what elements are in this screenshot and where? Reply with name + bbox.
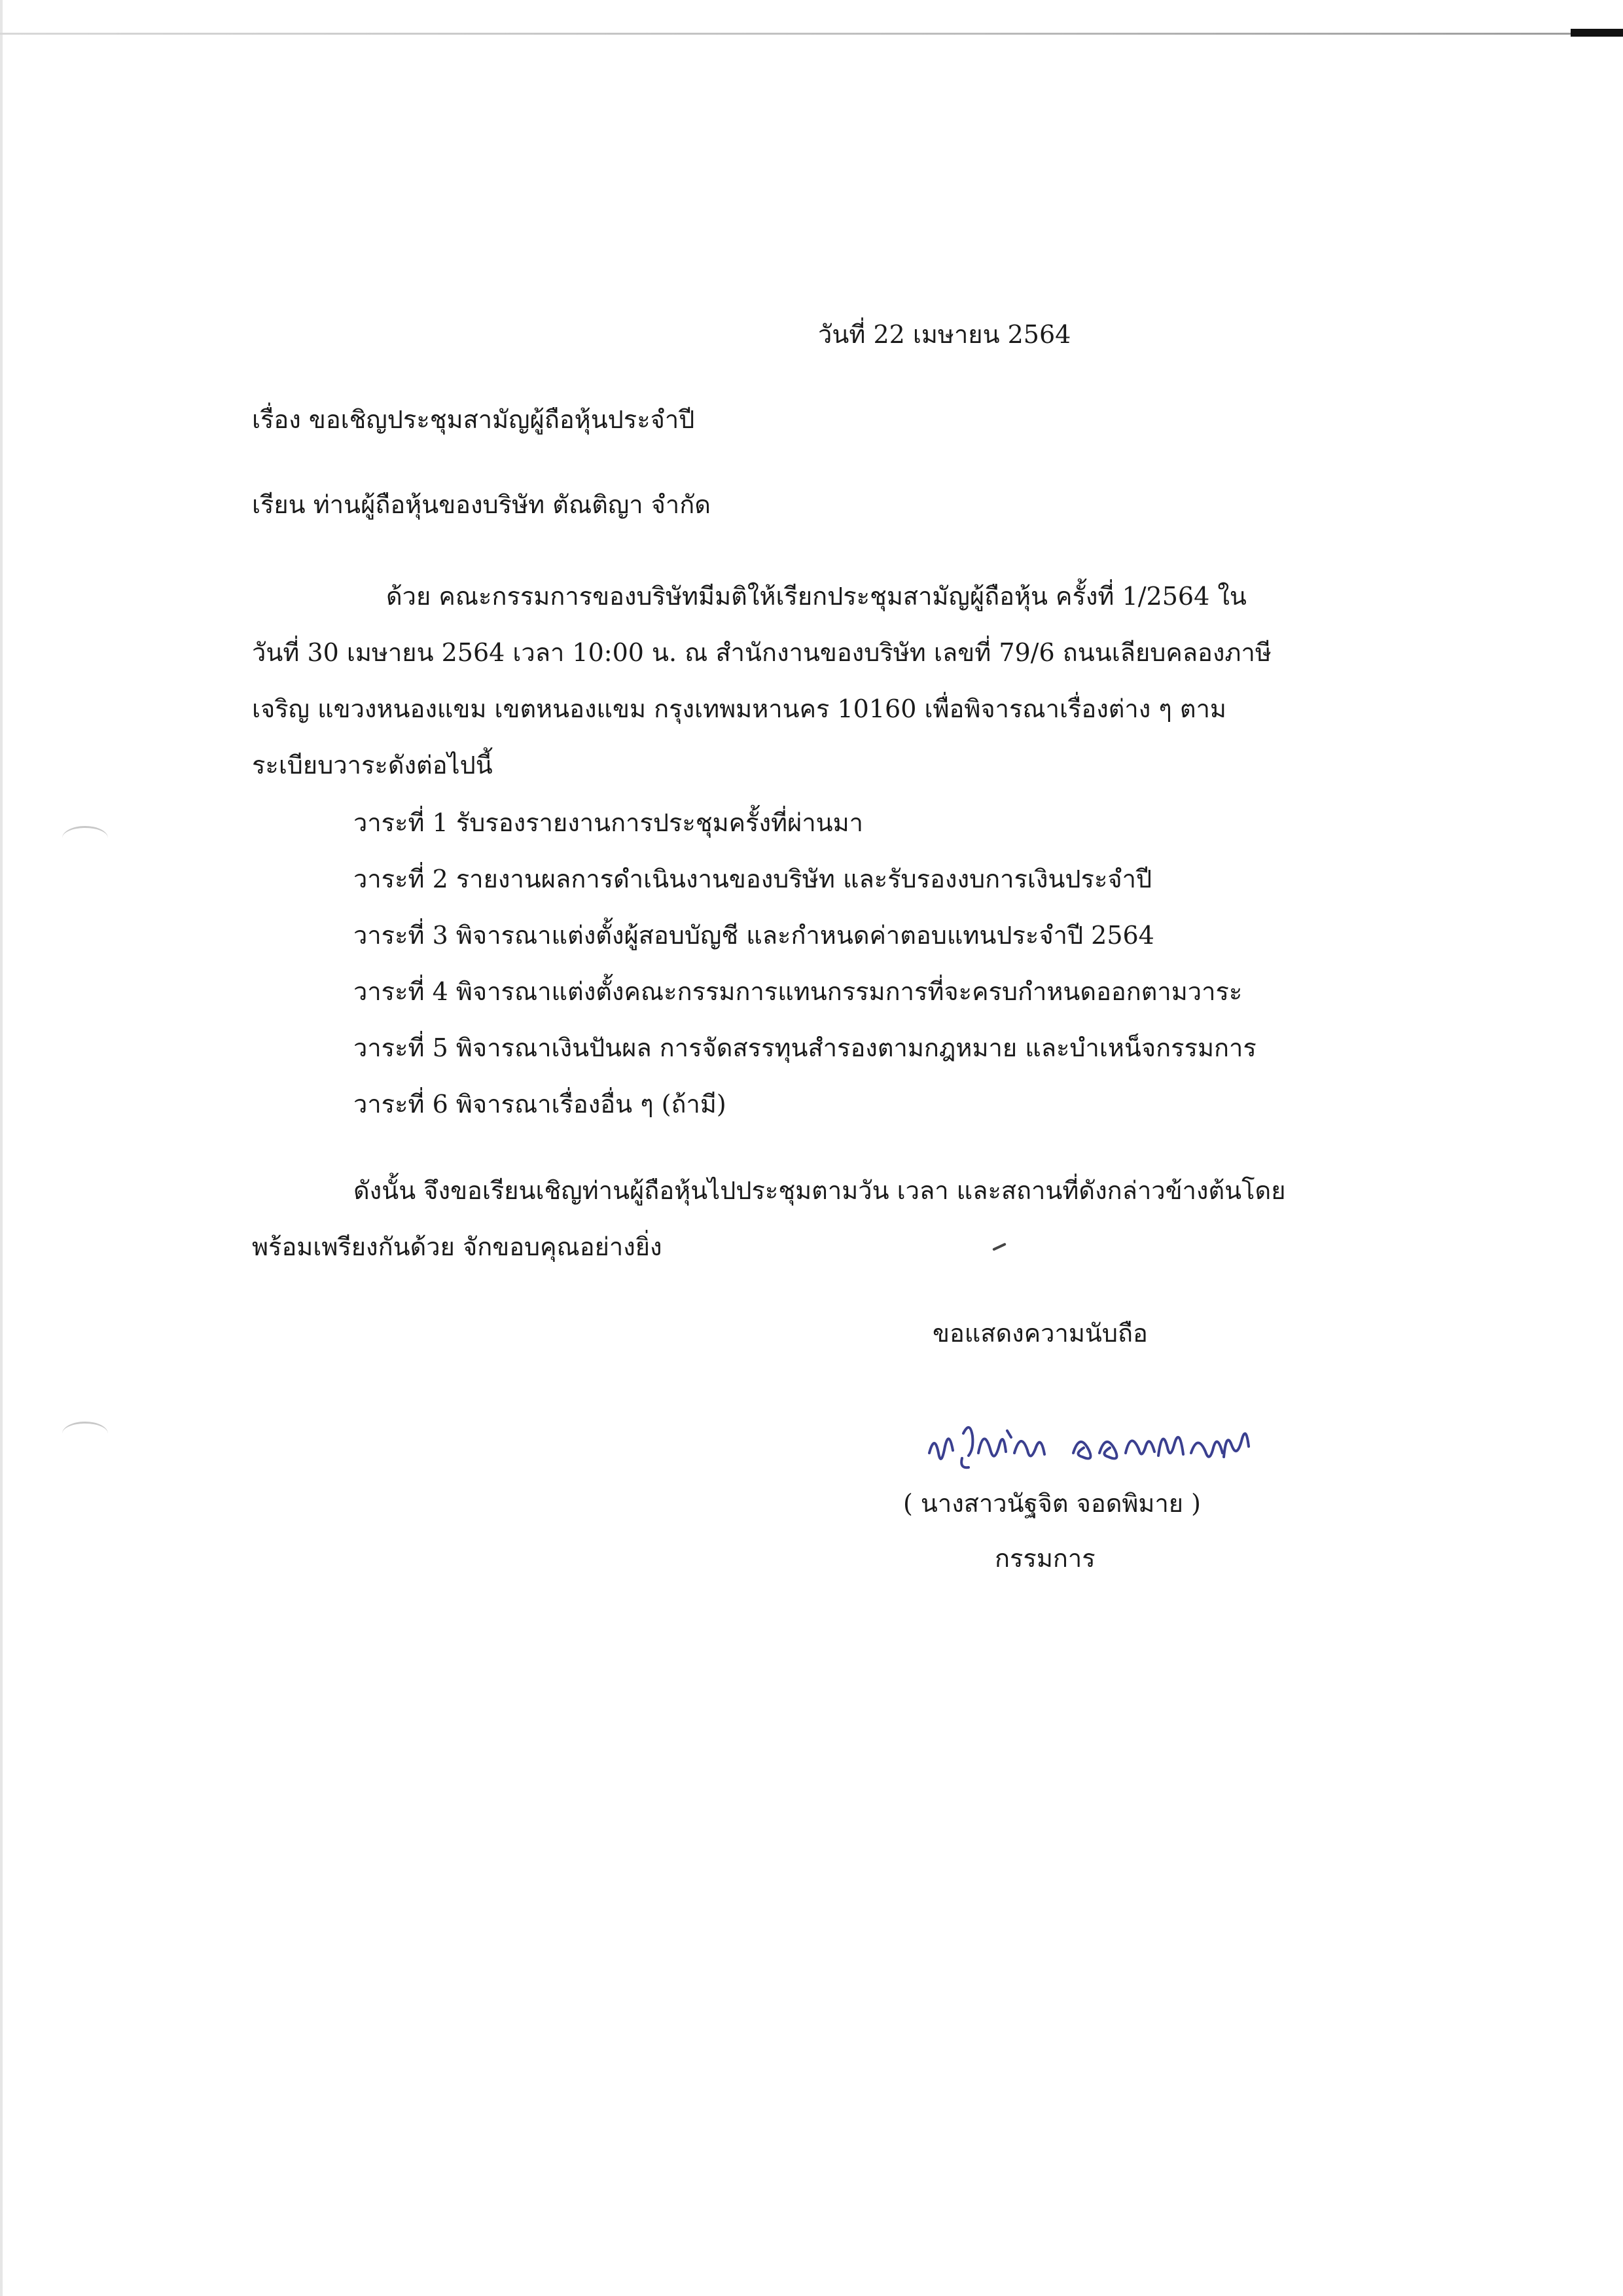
agenda-item: วาระที่ 2 รายงานผลการดำเนินงานของบริษัท และรับรองงบการเงินประจำปี [353,865,1152,893]
punch-hole-mark [62,1422,108,1446]
punch-hole-mark [62,826,108,850]
closing-line: ดังนั้น จึงขอเรียนเชิญท่านผู้ถือหุ้นไปประชุมตามวัน เวลา และสถานที่ดังกล่าวข้างต้นโดย [353,1176,1286,1205]
handwritten-signature [916,1407,1309,1486]
intro-line: วันที่ 30 เมษายน 2564 เวลา 10:00 น. ณ สำนักงานของบริษัท เลขที่ 79/6 ถนนเลียบคลองภาษี [252,638,1272,667]
regards: ขอแสดงความนับถือ [933,1319,1148,1348]
closing-line: พร้อมเพรียงกันด้วย จักขอบคุณอย่างยิ่ง [252,1232,662,1261]
letter-subject: เรื่อง ขอเชิญประชุมสามัญผู้ถือหุ้นประจำปี [252,405,695,434]
intro-line: ด้วย คณะกรรมการของบริษัทมีมติให้เรียกประชุมสามัญผู้ถือหุ้น ครั้งที่ 1/2564 ใน [386,582,1247,611]
signatory-title: กรรมการ [995,1544,1096,1573]
signatory-name: ( นางสาวนัฐจิต จอดพิมาย ) [903,1489,1201,1518]
intro-line: ระเบียบวาระดังต่อไปนี้ [252,751,493,780]
agenda-item: วาระที่ 3 พิจารณาแต่งตั้งผู้สอบบัญชี และกำหนดค่าตอบแทนประจำปี 2564 [353,921,1154,950]
scan-top-line [0,33,1623,35]
agenda-item: วาระที่ 1 รับรองรายงานการประชุมครั้งที่ผ่านมา [353,808,864,837]
scan-corner-mark [1571,29,1623,37]
agenda-item: วาระที่ 6 พิจารณาเรื่องอื่น ๆ (ถ้ามี) [353,1090,726,1119]
intro-line: เจริญ แขวงหนองแขม เขตหนองแขม กรุงเทพมหานคร 10160 เพื่อพิจารณาเรื่องต่าง ๆ ตาม [252,694,1226,723]
letter-salutation: เรียน ท่านผู้ถือหุ้นของบริษัท ตัณติญา จำกัด [252,490,711,519]
agenda-item: วาระที่ 5 พิจารณาเงินปันผล การจัดสรรทุนสำรองตามกฎหมาย และบำเหน็จกรรมการ [353,1033,1257,1062]
agenda-item: วาระที่ 4 พิจารณาแต่งตั้งคณะกรรมการแทนกรรมการที่จะครบกำหนดออกตามวาระ [353,977,1243,1006]
scan-edge [0,0,3,2296]
stray-pen-mark [992,1243,1007,1251]
letter-date: วันที่ 22 เมษายน 2564 [818,320,1071,349]
